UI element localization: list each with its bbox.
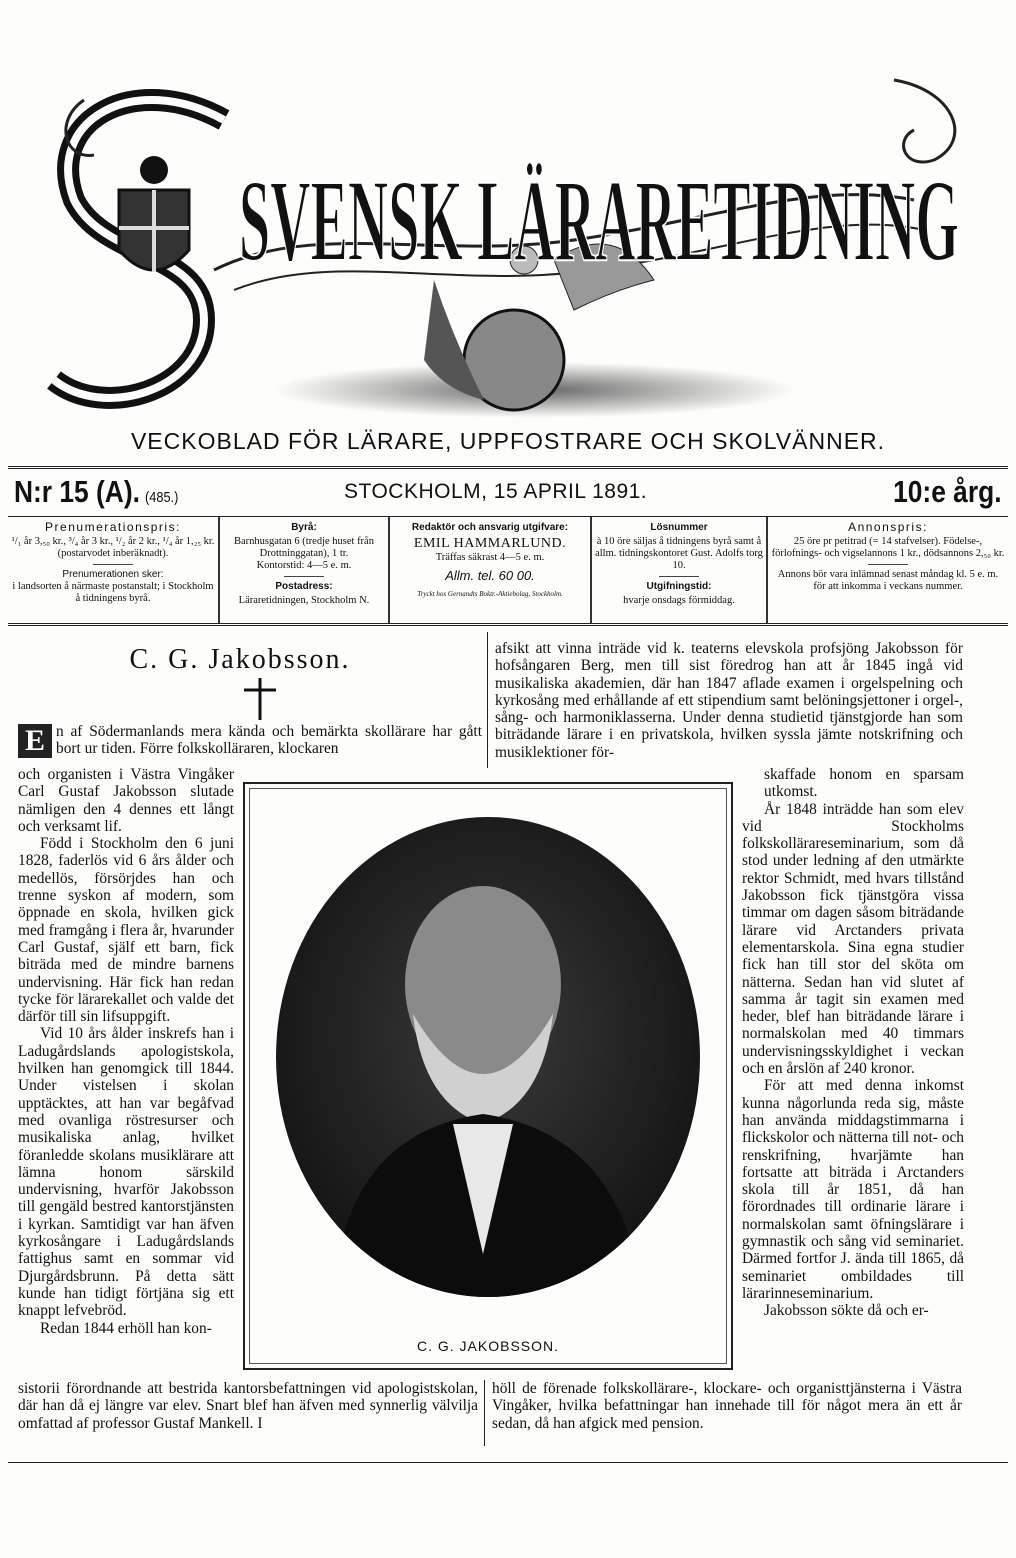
prenumeration-prices: ¹/₁ år 3,₅₀ kr., ³/₄ år 3 kr., ¹/₂ år 2 kr., ¹/₄ år 1,₂₅ kr. (postarvodet inberäknadt).	[11, 536, 215, 559]
article-bottom-left	[18, 1380, 478, 1432]
byra-heading: Byrå:	[291, 522, 317, 533]
annonspris-text: 25 öre pr petitrad (= 14 stafvelser). Födelse-, förlofnings- och vigselannons 1 kr., dödsannons 2,₅₀ kr.	[771, 536, 1005, 559]
redaktor-name: EMIL HAMMARLUND.	[413, 536, 567, 551]
portrait-frame	[243, 782, 733, 1370]
byra-post-heading: Postadress:	[275, 581, 333, 592]
info-bar	[8, 516, 1008, 626]
byra-post-address: Läraretidningen, Stockholm N.	[238, 595, 370, 606]
bottom-rule	[8, 1462, 1008, 1463]
paragraph: År 1848 inträdde han som elev vid Stockholms folkskollärareseminarium, som då stod under ledning af den utmärkte rektor Schmidt, med hvars tillstånd Jakobsson fick tjänstgöra vissa timmar om dagen såsom biträdande lärare vid Arctanders privata elementarskola. Sina egna studier fick han till stor del sköta om nätterna. Sedan han vid slutet af samma år tagit sin examen med heder, blef han biträdande lärare i normalskolan med 40 timmars undervisningsskyldighet i veckan och en årslön af 240 kronor.	[742, 800, 964, 1078]
paragraph: Vid 10 års ålder inskrefs han i Ladugårdslands apologistskola, hvilken han genomgick till 1844. Under vistelsen i skolan upptäcktes, att han var begåfvad med ovanliga röstresurser och musikaliska anlag, hvilket föranledde skolans musiklärare att lämna honom särskild undervisning, hvarför Jakobsson till gengäld bestred kantorstjänsten i kyrkan. Samtidigt var han äfven kyrkosångare i Ladugårdslands fattighus samt en sommar vid Djurgårdsbrunn. På detta sätt kunde han tidigt förtjäna sig ett knappt lefvebröd.	[18, 1025, 234, 1320]
masthead-ornament-icon	[14, 60, 1004, 430]
annonspris-note: Annons bör vara inlämnad senast måndag kl. 5 e. m. för att inkomma i veckans nummer.	[777, 569, 999, 592]
paragraph: Jakobsson sökte då och er-	[764, 1302, 929, 1320]
prenumeration-subheading: Prenumerationen sker:	[62, 569, 164, 580]
issue-row	[14, 472, 1002, 512]
issue-serial: (485.)	[145, 489, 179, 506]
article-left-column	[18, 766, 234, 1337]
utgifningstid-heading: Utgifningstid:	[646, 581, 712, 592]
paragraph: För att med denna inkomst kunna någorlunda reda sig, måste han använda middagstimmarna i flickskolor och nätterna till not- och renskrifning, hvarjämte han fortsatte att biträda i Arctanders skola till år 1851, då han förordnades till ordinarie lärare i normalskolan samt öfningslärare i gymnastik och sång vid seminariet. Därmed fortfor J. ända till 1865, då seminariet ombildades till lärarinneseminarium.	[742, 1077, 964, 1302]
paragraph: Född i Stockholm den 6 juni 1828, faderlös vid 6 års ålder och medellös, försörjdes han och trenne syskon af modern, som öppnade en skola, hvilken gick med framgång i flera år, hvarunder Carl Gustaf, själf ett barn, fick biträda med de mindre barnens undervisning. Här fick han redan tycke för lärarekallet och valde det därför till sin lifsuppgift.	[18, 835, 234, 1026]
column-divider-bottom	[484, 1380, 485, 1446]
paragraph: och organisten i Västra Vingåker Carl Gustaf Jakobsson slutade nämligen den 4 dennes ett långt och verksamt lif.	[18, 766, 234, 835]
byra-address: Barnhusgatan 6 (tredje huset från Drottninggatan), 1 tr.	[234, 536, 374, 559]
top-right-text: afsikt att vinna inträde vid k. teaterns elevskola profsjöng Jakobsson för hofsångaren Berg, men till sist föredrog han att år 1845 ingå vid musikaliska akademien, där han 1847 aflade examen i orgelspelning och kyrkosång med erhållande af ett stipendium samt belöningsjettoner i orgel-, sång- och harmoniklasserna. Under denna studietid tjänstgjorde han som biträdande lärare i en privatskola, hvilken syssla jämte notskrifning och musiklektioner för-	[495, 640, 963, 761]
redaktor-hours: Träffas säkrast 4—5 e. m.	[435, 552, 545, 563]
bottom-left-text: sistorii förordnande att bestrida kantorsbefattningen vid apologistskolan, där han då ej längre var elev. Snart blef han äfven med synnerlig välvilja omfattad af professor Gustaf Mankell. I	[18, 1380, 478, 1432]
paragraph: Redan 1844 erhöll han kon-	[40, 1319, 212, 1337]
portrait-caption: C. G. JAKOBSSON.	[416, 1338, 560, 1354]
issue-year: 10:e årg.	[893, 474, 1002, 509]
issue-number: N:r 15 (A). (485.)	[14, 474, 179, 509]
byra-hours: Kontorstid: 4—5 e. m.	[256, 560, 352, 571]
redaktor-tel: Allm. tel. 60 00.	[445, 568, 535, 583]
portrait-photo-icon	[273, 814, 703, 1300]
info-prenumeration	[8, 517, 220, 623]
bottom-right-text: höll de förenade folkskollärare-, klockare- och organisttjänsterna i Västra Vingåker, hvilka befattningar han innehade till för något mera än ett år sedan, då han afgick med pension.	[492, 1380, 962, 1432]
info-annonspris	[768, 517, 1008, 623]
annonspris-heading: Annonspris:	[848, 520, 928, 534]
losnummer-heading: Lösnummer	[650, 522, 708, 533]
dropcap: E	[18, 724, 52, 758]
losnummer-text: à 10 öre säljas å tidningens byrå samt å allm. tidningskontoret Gust. Adolfs torg 10.	[595, 536, 763, 571]
redaktor-heading: Redaktör och ansvarig utgifvare:	[411, 522, 569, 533]
printer-note: Tryckt hos Gernandts Boktr.-Aktiebolag, Stockholm.	[417, 590, 563, 598]
info-losnummer	[592, 517, 768, 623]
info-byra	[220, 517, 390, 623]
utgifningstid-text: hvarje onsdags förmiddag.	[623, 595, 735, 606]
article-title: C. G. Jakobsson.	[129, 644, 351, 675]
masthead-logo	[14, 60, 1004, 430]
article-intro	[18, 723, 482, 758]
column-divider-top	[487, 632, 488, 768]
masthead-tagline: VECKOBLAD FÖR LÄRARE, UPPFOSTRARE OCH SKOLVÄNNER.	[130, 428, 886, 454]
intro-text: n af Södermanlands mera kända och bemärkta skollärare har gått bort ur tiden. Förre folkskolläraren, klockaren	[56, 723, 482, 758]
logo-text-highlight: SVENSK LÄRARETIDNING	[239, 155, 959, 286]
article-bottom-right	[492, 1380, 962, 1432]
article-top-right	[495, 640, 963, 761]
cross-icon	[240, 676, 280, 722]
issue-place-date: STOCKHOLM, 15 APRIL 1891.	[344, 480, 648, 503]
article-right-column	[742, 766, 964, 1320]
prenumeration-heading: Prenumerationspris:	[45, 520, 181, 534]
logo-text: SVENSK LÄRARETIDNING	[239, 155, 959, 286]
prenumeration-where: i landsorten å närmaste postanstalt; i Stockholm å tidningens byrå.	[12, 581, 214, 604]
paragraph: skaffade honom en sparsam utkomst.	[764, 766, 964, 801]
info-redaktor	[390, 517, 592, 623]
top-rule	[8, 466, 1008, 471]
